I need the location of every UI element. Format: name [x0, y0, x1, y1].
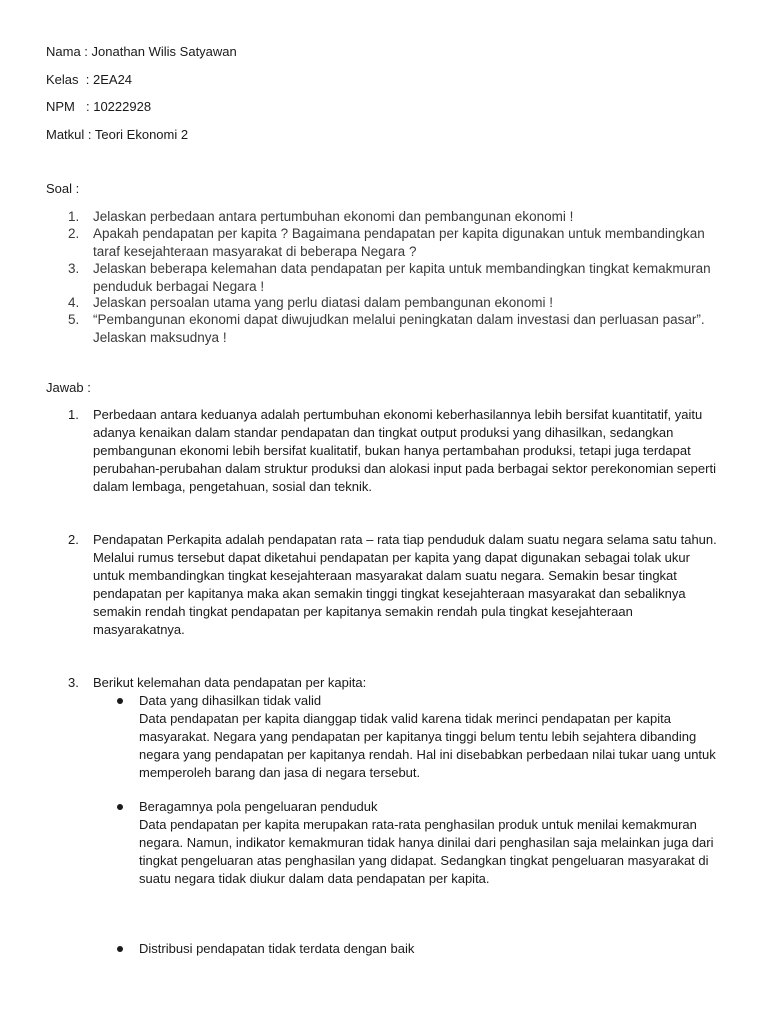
answer-3-intro: Berikut kelemahan data pendapatan per kapita:: [93, 675, 367, 690]
bullet-item: [139, 798, 714, 888]
answer-2: [93, 531, 717, 639]
bullet-line: tingkat pengeluaran atas penghasilan yang didapat. Sedangkan tingkat pengeluaran masyarakat di: [139, 853, 709, 868]
soal-number: 1.: [68, 209, 80, 224]
bullet-icon: [117, 804, 123, 810]
bullet-item: [139, 940, 414, 958]
kelas-value: 2EA24: [93, 72, 133, 87]
bullet-line: memperoleh barang dan jasa di negara tersebut.: [139, 765, 421, 780]
soal-heading: Soal :: [46, 181, 80, 196]
answer-line: semakin rendah tingkat pendapatan per kapitanya semakin rendah pula tingkat kesejahteraan: [93, 604, 633, 619]
bullet-line: Data pendapatan per kapita merupakan rata-rata penghasilan produk untuk menilai kemakmuran: [139, 817, 697, 832]
soal-line: Apakah pendapatan per kapita ? Bagaimana pendapatan per kapita digunakan untuk membandingkan: [93, 226, 705, 241]
soal-item: [93, 208, 573, 226]
bullet-line: suatu negara tidak diukur dalam data pendapatan per kapita.: [139, 871, 490, 886]
soal-line: Jelaskan perbedaan antara pertumbuhan ekonomi dan pembangunan ekonomi !: [93, 209, 574, 224]
bullet-line: masyarakat. Negara yang pendapatan per kapitanya tinggi belum tentu lebih sejahtera dibanding: [139, 729, 697, 744]
answer-line: pendapatan per kapitanya maka akan semakin tinggi tingkat kesejahteraan masyarakat dan sebaliknya: [93, 586, 686, 601]
npm-value: : 10222928: [86, 99, 152, 114]
bullet-item: [139, 692, 716, 782]
soal-line: Jelaskan maksudnya !: [93, 330, 227, 345]
soal-item: [93, 294, 553, 312]
bullet-title: Beragamnya pola pengeluaran penduduk: [139, 799, 378, 814]
soal-line: Jelaskan beberapa kelemahan data pendapatan per kapita untuk membandingkan tingkat kemakmuran: [93, 261, 711, 276]
bullet-line: Data pendapatan per kapita dianggap tidak valid karena tidak merinci pendapatan per kapita: [139, 711, 671, 726]
nama-line: Nama : Jonathan Wilis Satyawan: [46, 44, 237, 59]
answer-number: 2.: [68, 532, 79, 547]
bullet-title: Data yang dihasilkan tidak valid: [139, 693, 322, 708]
soal-item: [93, 260, 711, 296]
bullet-title: Distribusi pendapatan tidak terdata dengan baik: [139, 941, 415, 956]
answer-line: untuk membandingkan tingkat kesejahteraan masyarakat dalam suatu negara. Semakin besar tingkat: [93, 568, 677, 583]
answer-line: pembangunan ekonomi lebih bersifat kualitatif, bukan hanya pertambahan produksi, tetapi juga terdapat: [93, 443, 691, 458]
jawab-heading: Jawab :: [46, 380, 91, 395]
answer-1: [93, 406, 716, 496]
bullet-icon: [117, 946, 123, 952]
answer-line: masyarakatnya.: [93, 622, 185, 637]
soal-item: [93, 311, 705, 347]
answer-line: adanya kenaikan dalam standar pendapatan dan tingkat output produksi yang dihasilkan, sedangkan: [93, 425, 674, 440]
npm-label: NPM: [46, 99, 75, 114]
soal-number: 5.: [68, 312, 80, 327]
soal-line: “Pembangunan ekonomi dapat diwujudkan melalui peningkatan dalam investasi dan perluasan pasar”.: [93, 312, 705, 327]
bullet-line: negara yang pendapatan per kapitanya rendah. Hal ini disebabkan perbedaan nilai tukar uang untuk: [139, 747, 716, 762]
answer-line: Pendapatan Perkapita adalah pendapatan rata – rata tiap penduduk dalam suatu negara selama satu tahun.: [93, 532, 717, 547]
answer-line: Perbedaan antara keduanya adalah pertumbuhan ekonomi keberhasilannya lebih bersifat kuantitatif, yaitu: [93, 407, 703, 422]
answer-number: 1.: [68, 407, 79, 422]
soal-number: 2.: [68, 226, 80, 241]
bullet-line: negara. Namun, indikator kemakmuran tidak hanya dinilai dari penghasilan saja melainkan juga dari: [139, 835, 714, 850]
bullet-icon: [117, 698, 123, 704]
soal-line: taraf kesejahteraan masyarakat di beberapa Negara ?: [93, 244, 417, 259]
soal-line: Jelaskan persoalan utama yang perlu diatasi dalam pembangunan ekonomi !: [93, 295, 554, 310]
answer-number: 3.: [68, 675, 79, 690]
answer-line: perubahan-perubahan dalam struktur produksi dan alokasi input pada berbagai sektor perekonomian seperti: [93, 461, 716, 476]
soal-number: 3.: [68, 261, 80, 276]
soal-number: 4.: [68, 295, 80, 310]
matkul-line: Matkul : Teori Ekonomi 2: [46, 127, 189, 142]
soal-line: penduduk berbagai Negara !: [93, 279, 265, 294]
answer-line: dalam lembaga, pengetahuan, sosial dan teknik.: [93, 479, 372, 494]
soal-item: [93, 225, 705, 261]
kelas-label: Kelas :: [46, 72, 90, 87]
answer-line: Melalui rumus tersebut dapat diketahui pendapatan per kapita yang dapat digunakan sebagai tolak ukur: [93, 550, 690, 565]
